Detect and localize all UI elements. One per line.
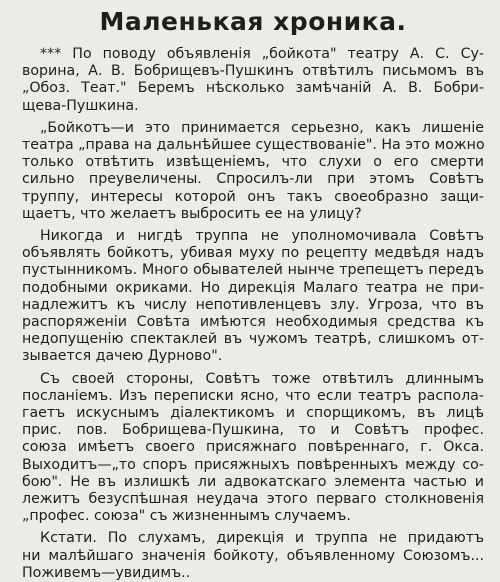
text-line: „Обоз. Теат." Беремъ нѣсколько замѣчаній А. В. Бобри- — [22, 80, 484, 97]
text-line: посланіемъ. Изъ переписки ясно, что если театръ распола- — [22, 387, 484, 404]
text-line: „профес. союза" съ жизненнымъ случаемъ. — [22, 508, 351, 525]
paragraph-5 — [22, 530, 484, 582]
text-line: лежитъ безуспѣшная неудача этого перваго столкновенія — [22, 491, 484, 508]
text-line: щева-Пушкина. — [22, 97, 139, 114]
text-line: прис. пов. Бобрищева-Пушкина, то и Совѣтъ профес. — [22, 422, 484, 439]
paragraph-2 — [22, 120, 484, 223]
text-line: труппу, интересы которой онъ такъ своеобразно защи- — [22, 188, 484, 205]
text-line: бою". Не въ излишкѣ ли адвокатскаго элемента частью и — [22, 473, 484, 490]
text-line: Съ своей стороны, Совѣтъ тоже отвѣтилъ длиннымъ — [40, 370, 484, 387]
paragraph-3 — [22, 228, 484, 366]
text-line: Никогда и нигдѣ труппа не уполномочивала Совѣтъ — [40, 228, 484, 245]
text-line: только отвѣтить извѣщеніемъ, что слухи о его смерти — [22, 154, 484, 171]
text-line: Выходитъ—„то споръ присяжныхъ повѣренныхъ между со- — [22, 456, 484, 473]
text-line: щаетъ, что желаетъ выбросить ее на улицу? — [22, 205, 362, 222]
text-line: союза имѣетъ своего присяжнаго повѣреннаго, г. Окса. — [22, 439, 484, 456]
text-line: Поживемъ—увидимъ.. — [22, 564, 191, 581]
text-line: театра „права на дальнѣйшее существованіе". На это можно — [22, 137, 485, 154]
text-line: пустынникомъ. Много обывателей нынче трепещетъ передъ — [22, 262, 484, 279]
text-line: ни малѣйшаго значенія бойкоту, объявленному Союзомъ... — [22, 547, 484, 564]
paragraph-1 — [22, 46, 484, 115]
text-line: Кстати. По слухамъ, дирекція и труппа не придаютъ — [40, 530, 484, 547]
text-line: надлежитъ къ числу непотивленцевъ злу. Угроза, что въ — [22, 296, 484, 313]
page-title: Маленькая хроника. — [99, 7, 407, 36]
text-line: ворина, А. В. Бобрищевъ-Пушкинъ отвѣтилъ письмомъ въ — [22, 63, 484, 80]
text-line: распоряженіи Совѣта имѣются необходимыя средства къ — [22, 314, 484, 331]
text-line: *** По поводу объявленія „бойкота" театру А. С. Су- — [40, 46, 484, 62]
text-line: сильно преувеличены. Спросилъ-ли при этомъ Совѣтъ — [22, 171, 484, 188]
text-line: „Бойкотъ—и это принимается серьезно, какъ лишеніе — [40, 119, 484, 136]
text-line: зывается дачею Дурново". — [22, 348, 223, 365]
text-line: подобными окриками. Но дирекція Малаго театра не при- — [22, 279, 484, 296]
text-line: недопущенію спектаклей въ чужомъ театрѣ, слишкомъ от- — [22, 331, 484, 348]
paragraph-4 — [22, 371, 484, 526]
text-line: гаетъ искуснымъ діалектикомъ и спорщикомъ, въ лицѣ — [22, 405, 484, 422]
text-line: объявлять бойкотъ, убивая муху по рецепту медвѣдя надъ — [22, 245, 484, 262]
